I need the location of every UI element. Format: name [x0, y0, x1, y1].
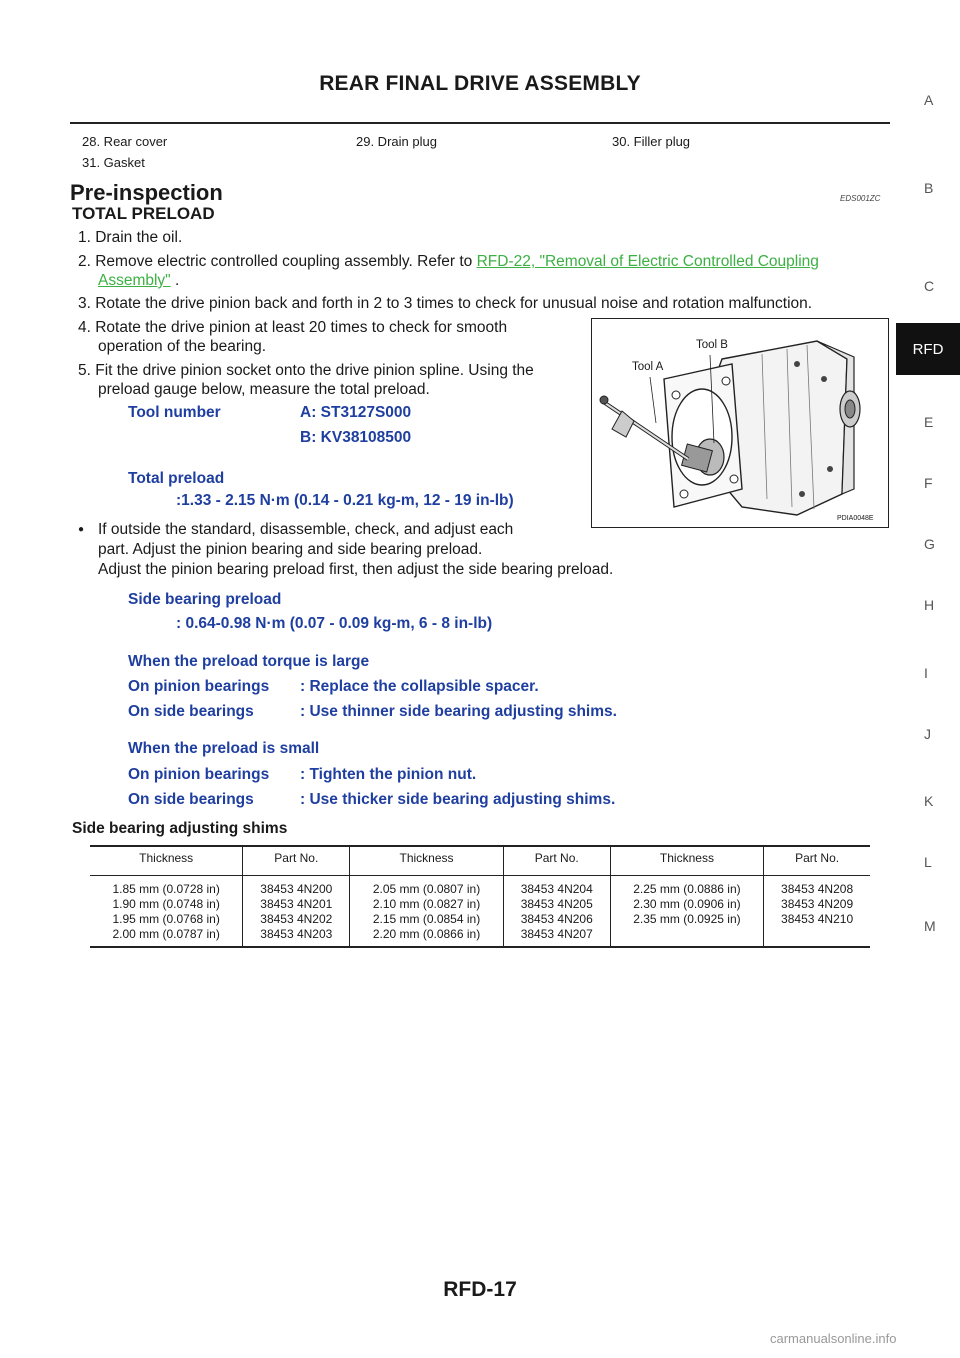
side-tab-c[interactable]: C — [924, 278, 935, 294]
shims-table-title: Side bearing adjusting shims — [72, 820, 288, 837]
side-tab-m[interactable]: M — [924, 918, 936, 934]
final-drive-illustration — [592, 319, 887, 526]
step-2-cont — [98, 271, 179, 290]
section-title: Pre-inspection — [70, 180, 223, 205]
small-side-label: On side bearings — [128, 791, 254, 808]
side-tab-e[interactable]: E — [924, 414, 934, 430]
side-tab-f[interactable]: F — [924, 475, 933, 491]
large-heading: When the preload torque is large — [128, 653, 370, 670]
tool-a: A: ST3127S000 — [300, 404, 412, 421]
figure-drive-pinion-preload — [591, 318, 889, 528]
side-tab-a[interactable]: A — [924, 92, 934, 108]
label-tool-a: Tool A — [632, 361, 664, 373]
title-divider — [70, 122, 890, 124]
step-2 — [78, 252, 890, 271]
step-4-cont: operation of the bearing. — [98, 338, 267, 355]
header-part-no-2: Part No. — [503, 846, 610, 876]
cell-line: 1.90 mm (0.0748 in) — [112, 897, 220, 911]
step-1: 1. Drain the oil. — [78, 229, 183, 246]
cell-line: 2.25 mm (0.0886 in) — [633, 882, 741, 896]
cell-line: 38453 4N204 — [520, 882, 593, 896]
legend-item-28: 28. Rear cover — [82, 134, 168, 149]
side-tab-i[interactable]: I — [924, 665, 928, 681]
header-thickness-3: Thickness — [610, 846, 764, 876]
cell-line: 38453 4N203 — [260, 927, 333, 941]
small-pinion-label: On pinion bearings — [128, 766, 270, 783]
subsection-title: TOTAL PRELOAD — [72, 204, 215, 223]
step-2-text: 2. Remove electric controlled coupling assembly. Refer to — [78, 253, 477, 270]
page-title: REAR FINAL DRIVE ASSEMBLY — [319, 72, 641, 95]
large-side-text: : Use thinner side bearing adjusting shims. — [300, 703, 617, 720]
header-thickness-1: Thickness — [90, 846, 243, 876]
reference-link-cont[interactable]: Assembly" — [98, 272, 171, 289]
thickness-cell-3 — [610, 876, 764, 948]
thickness-cell-2 — [350, 876, 504, 948]
cell-line: 2.10 mm (0.0827 in) — [372, 897, 481, 911]
cell-line: 38453 4N200 — [260, 882, 333, 896]
small-heading: When the preload is small — [128, 740, 320, 757]
side-tab-b[interactable]: B — [924, 180, 934, 196]
cell-line: 1.95 mm (0.0768 in) — [112, 912, 220, 926]
cell-line: 2.30 mm (0.0906 in) — [633, 897, 741, 911]
step-5-cont: preload gauge below, measure the total preload. — [98, 381, 430, 398]
header-thickness-2: Thickness — [350, 846, 504, 876]
header-part-no-1: Part No. — [243, 846, 350, 876]
cell-line: 38453 4N202 — [260, 912, 333, 926]
legend-item-31: 31. Gasket — [82, 155, 145, 170]
side-bearing-preload-label: Side bearing preload — [128, 591, 282, 608]
tool-number-label: Tool number — [128, 404, 221, 421]
cell-line: 2.00 mm (0.0787 in) — [112, 927, 220, 941]
reference-link[interactable]: RFD-22, "Removal of Electric Controlled Coupling — [476, 253, 819, 270]
cell-line: 2.35 mm (0.0925 in) — [633, 912, 741, 926]
large-pinion-label: On pinion bearings — [128, 678, 270, 695]
total-preload-label: Total preload — [128, 470, 225, 487]
table-row — [90, 876, 870, 948]
side-tab-k[interactable]: K — [924, 793, 934, 809]
bullet-icon: ● — [78, 524, 85, 535]
cell-line: 38453 4N209 — [781, 897, 854, 911]
header-part-no-3: Part No. — [764, 846, 870, 876]
cell-line: 38453 4N205 — [520, 897, 593, 911]
page-number: RFD-17 — [443, 1278, 517, 1301]
large-side-label: On side bearings — [128, 703, 254, 720]
watermark: carmanualsonline.info — [770, 1331, 897, 1346]
cell-line: 2.05 mm (0.0807 in) — [372, 882, 481, 896]
part-no-cell-1 — [243, 876, 350, 948]
step-3: 3. Rotate the drive pinion back and forth in 2 to 3 times to check for unusual noise and rotation malfunction. — [78, 295, 813, 312]
bullet-line-2: part. Adjust the pinion bearing and side bearing preload. — [98, 541, 483, 558]
table-header-row — [90, 846, 870, 876]
large-pinion-text: : Replace the collapsible spacer. — [300, 678, 539, 695]
section-code: EDS001ZC — [840, 194, 881, 203]
cell-line: 38453 4N208 — [781, 882, 854, 896]
small-side-text: : Use thicker side bearing adjusting shims. — [300, 791, 616, 808]
shims-table — [90, 845, 870, 948]
side-bearing-preload-value: : 0.64-0.98 N·m (0.07 - 0.09 kg-m, 6 - 8 in-lb) — [176, 615, 493, 632]
cell-line: 38453 4N206 — [520, 912, 593, 926]
small-pinion-text: : Tighten the pinion nut. — [300, 766, 477, 783]
total-preload-value: :1.33 - 2.15 N·m (0.14 - 0.21 kg-m, 12 - 19 in-lb) — [176, 492, 514, 509]
side-tab-h[interactable]: H — [924, 597, 935, 613]
legend-item-30: 30. Filler plug — [612, 134, 691, 149]
cell-line: 38453 4N210 — [781, 912, 854, 926]
bullet-line-3: Adjust the pinion bearing preload first, then adjust the side bearing preload. — [98, 561, 614, 578]
cell-line: 2.20 mm (0.0866 in) — [372, 927, 481, 941]
side-tab-rfd-active[interactable]: RFD — [896, 323, 960, 375]
figure-code: PDIA0048E — [837, 515, 874, 522]
side-tab-l[interactable]: L — [924, 854, 932, 870]
legend-item-29: 29. Drain plug — [356, 134, 437, 149]
tool-b: B: KV38108500 — [300, 429, 412, 446]
cell-line: 38453 4N201 — [260, 897, 333, 911]
part-no-cell-3 — [764, 876, 870, 948]
label-tool-b: Tool B — [696, 339, 728, 351]
side-tab-j[interactable]: J — [924, 726, 931, 742]
part-no-cell-2 — [503, 876, 610, 948]
side-tab-g[interactable]: G — [924, 536, 935, 552]
thickness-cell-1 — [90, 876, 243, 948]
cell-line: 1.85 mm (0.0728 in) — [112, 882, 220, 896]
step-2-suffix: . — [170, 272, 180, 289]
cell-line: 2.15 mm (0.0854 in) — [372, 912, 481, 926]
step-5: 5. Fit the drive pinion socket onto the drive pinion spline. Using the — [78, 362, 534, 379]
cell-line: 38453 4N207 — [520, 927, 593, 941]
bullet-line-1: If outside the standard, disassemble, check, and adjust each — [98, 521, 514, 538]
step-4: 4. Rotate the drive pinion at least 20 times to check for smooth — [78, 319, 508, 336]
